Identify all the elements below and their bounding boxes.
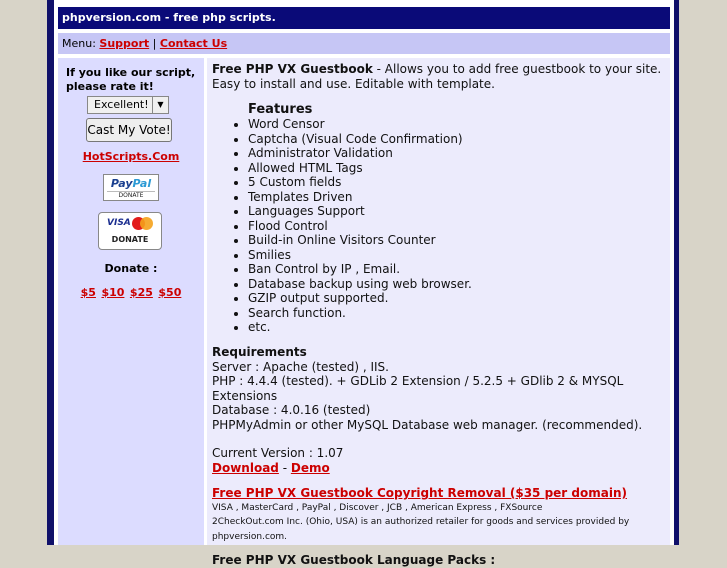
chevron-down-icon[interactable]: ▼ xyxy=(152,97,168,113)
donate-25-link[interactable]: $25 xyxy=(129,286,153,299)
language-packs-heading: Free PHP VX Guestbook Language Packs : xyxy=(212,553,496,567)
download-link[interactable]: Download xyxy=(212,460,279,475)
menu-separator: | xyxy=(152,37,157,50)
list-item: • GZIP output supported. xyxy=(248,291,665,306)
main-content xyxy=(207,58,670,567)
current-version: Current Version : 1.07 xyxy=(212,446,344,460)
rating-select[interactable] xyxy=(87,96,169,114)
demo-link[interactable]: Demo xyxy=(290,460,330,475)
list-item: • Administrator Validation xyxy=(248,146,665,161)
visa-logo-text: VISA xyxy=(107,218,131,228)
card-donate-label: DONATE xyxy=(111,235,149,244)
paypal-donate-label: DONATE xyxy=(107,191,155,200)
features-list xyxy=(212,117,665,335)
list-item: • Languages Support xyxy=(248,204,665,219)
list-item: • Build-in Online Visitors Counter xyxy=(248,233,665,248)
cast-vote-button[interactable]: Cast My Vote! xyxy=(86,118,172,142)
copyright-removal-link[interactable]: Free PHP VX Guestbook Copyright Removal ($35 per domain) xyxy=(212,486,627,500)
menu-bar xyxy=(58,33,670,54)
paypal-logo: PayPal xyxy=(110,177,152,190)
product-name: Free PHP VX Guestbook xyxy=(212,62,373,76)
link-separator: - xyxy=(278,460,291,475)
card-logos xyxy=(99,213,161,233)
rate-prompt: If you like our script, please rate it! xyxy=(66,66,196,93)
requirement-line: PHPMyAdmin or other MySQL Database web manager. (recommended). xyxy=(212,417,643,432)
list-item: • Word Censor xyxy=(248,117,665,132)
list-item: • Database backup using web browser. xyxy=(248,277,665,292)
donate-5-link[interactable]: $5 xyxy=(80,286,96,299)
requirement-line: Database : 4.0.16 (tested) xyxy=(212,403,371,417)
requirements-heading: Requirements xyxy=(212,344,307,359)
list-item: • 5 Custom fields xyxy=(248,175,665,190)
rating-select-value: Excellent! xyxy=(94,98,149,111)
payment-methods: VISA , MasterCard , PayPal , Discover , JCB , American Express , FXSource xyxy=(212,502,543,513)
mastercard-icon-overlap xyxy=(140,217,153,230)
hotscripts-link[interactable]: HotScripts.Com xyxy=(82,150,180,163)
donate-50-link[interactable]: $50 xyxy=(158,286,182,299)
site-title: phpversion.com - free php scripts. xyxy=(58,7,670,29)
requirement-line: Server : Apache (tested) , IIS. xyxy=(212,359,389,374)
list-item: • Allowed HTML Tags xyxy=(248,161,665,176)
list-item: • Ban Control by IP , Email. xyxy=(248,262,665,277)
list-item: • Templates Driven xyxy=(248,190,665,205)
paypal-donate-button[interactable] xyxy=(103,174,159,201)
copyright-removal xyxy=(212,486,665,501)
card-donate-button[interactable] xyxy=(98,212,162,250)
list-item: • Captcha (Visual Code Confirmation) xyxy=(248,132,665,147)
list-item: • Flood Control xyxy=(248,219,665,234)
download-links xyxy=(212,461,665,476)
menu-label: Menu: xyxy=(62,37,96,50)
sidebar xyxy=(58,58,204,545)
list-item: • Smilies xyxy=(248,248,665,263)
donate-amounts xyxy=(58,286,204,299)
retailer-note: 2CheckOut.com Inc. (Ohio, USA) is an authorized retailer for goods and services provided by phpversion.com. xyxy=(212,517,630,542)
features-heading: Features xyxy=(248,102,313,117)
list-item: • Search function. xyxy=(248,306,665,321)
support-link[interactable]: Support xyxy=(99,37,150,50)
donate-label: Donate : xyxy=(104,262,158,275)
donate-10-link[interactable]: $10 xyxy=(101,286,125,299)
product-intro xyxy=(212,62,665,91)
requirement-line: PHP : 4.4.4 (tested). + GDLib 2 Extension / 5.2.5 + GDlib 2 & MYSQL Extensions xyxy=(212,374,624,403)
contact-us-link[interactable]: Contact Us xyxy=(159,37,228,50)
product-description: - Allows you to add free guestbook to your site. Easy to install and use. Editable with template. xyxy=(212,62,662,91)
list-item: • etc. xyxy=(248,320,665,335)
